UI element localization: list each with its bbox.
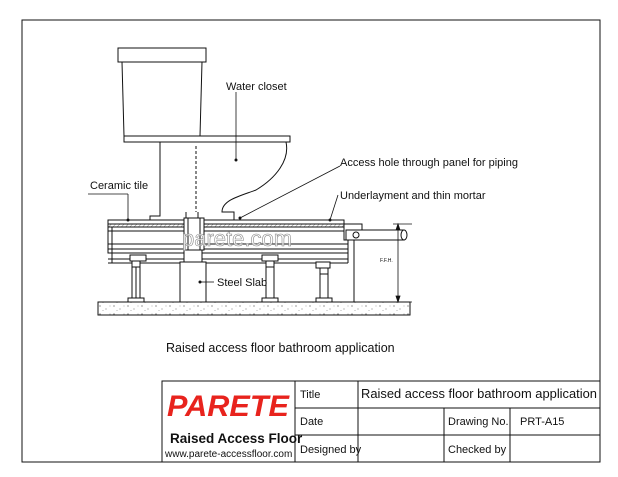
checked-by-label: Checked by — [448, 444, 507, 456]
watermark: parete.com — [182, 226, 293, 251]
water-closet-drawing — [118, 48, 290, 226]
concrete-slab — [98, 302, 410, 315]
brand-url: www.parete-accessfloor.com — [165, 449, 293, 460]
designed-by-label: Designed by — [300, 444, 362, 456]
drawing-caption: Raised access floor bathroom application — [166, 341, 395, 355]
brand-subtitle: Raised Access Floor — [170, 431, 303, 446]
drawing-no-value: PRT-A15 — [520, 416, 565, 428]
title-value: Raised access floor bathroom application — [361, 387, 598, 401]
ceramic-tile-label: Ceramic tile — [90, 180, 149, 192]
underlayment-label: Underlayment and thin mortar — [340, 190, 486, 202]
water-closet-label: Water closet — [226, 81, 287, 93]
steel-slab-label: Steel Slab — [217, 277, 268, 289]
drawing-no-label: Drawing No. — [448, 416, 509, 428]
access-hole-label: Access hole through panel for piping — [340, 157, 518, 169]
brand-logo: PARETE — [167, 390, 291, 423]
title-label: Title — [300, 389, 321, 401]
date-label: Date — [300, 416, 324, 428]
ffh-label: F.F.H. — [380, 258, 393, 264]
